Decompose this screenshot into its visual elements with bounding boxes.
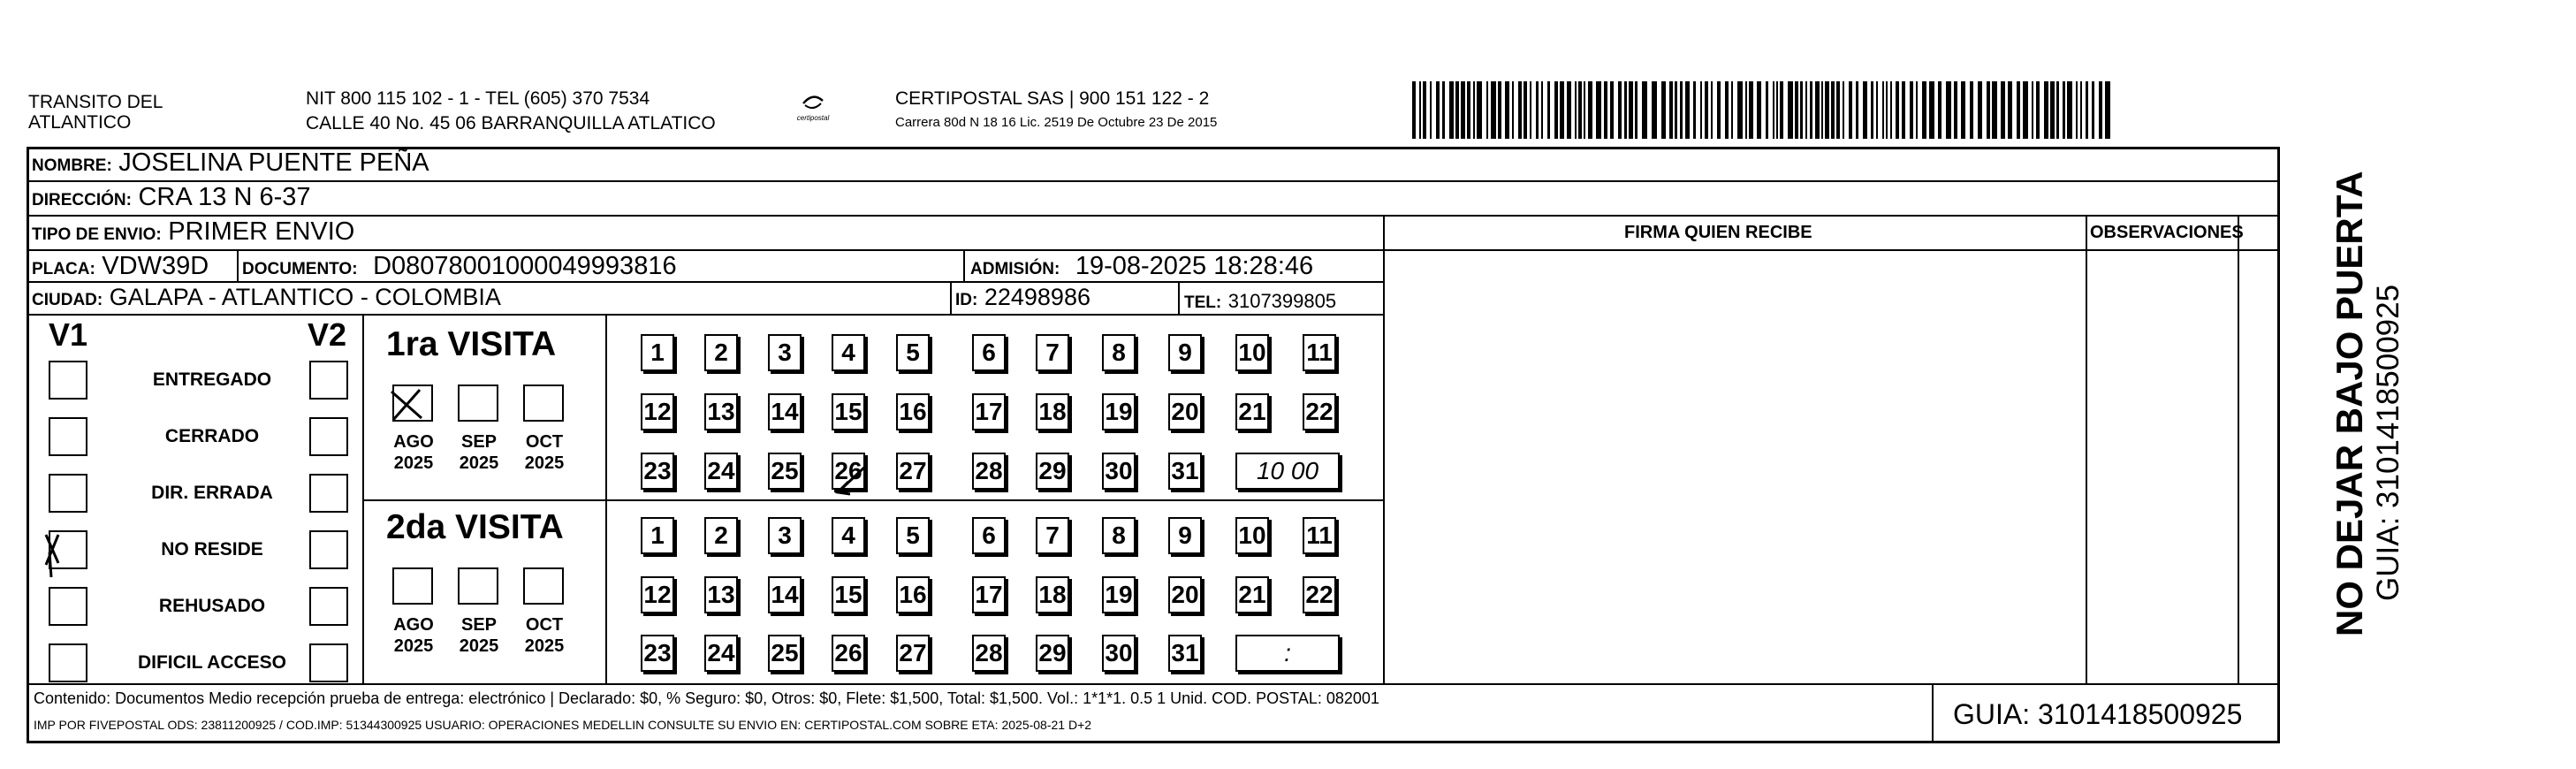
visit2-day-13[interactable]: 13 [704,576,738,613]
visit1-time-box[interactable]: 10 00 [1235,453,1340,490]
admission-label: ADMISIÓN: [970,260,1060,278]
visit2-day-28[interactable]: 28 [972,635,1006,672]
visit1-day-5[interactable]: 5 [896,334,930,371]
visit2-month-box-sep[interactable] [458,567,498,605]
barcode-image [1412,81,2110,139]
address-line: CALLE 40 No. 45 06 BARRANQUILLA ATLATICO [306,113,716,133]
visit1-day-28[interactable]: 28 [972,453,1006,490]
visit1-day-27[interactable]: 27 [896,453,930,490]
document-cell [242,252,677,281]
visit1-day-12[interactable]: 12 [641,393,674,430]
v1-checkbox-dificil-acceso[interactable] [49,643,87,682]
visit2-day-31[interactable]: 31 [1168,635,1202,672]
visit1-month-box-oct[interactable] [523,384,564,422]
tel-label: TEL: [1184,293,1222,312]
visit1-month-box-sep[interactable] [458,384,498,422]
visit1-day-8[interactable]: 8 [1102,334,1136,371]
visit2-day-8[interactable]: 8 [1102,517,1136,554]
visit1-day-21[interactable]: 21 [1235,393,1269,430]
visit1-month-label-ago: AGO 2025 [393,432,434,473]
send-type-row [32,217,354,247]
visit1-day-19[interactable]: 19 [1102,393,1136,430]
visit1-day-9[interactable]: 9 [1168,334,1202,371]
visit2-day-5[interactable]: 5 [896,517,930,554]
visit2-day-21[interactable]: 21 [1235,576,1269,613]
issuer-name [28,92,163,133]
visit2-day-1[interactable]: 1 [641,517,674,554]
visit2-day-15[interactable]: 15 [832,576,865,613]
status-label-entregado: ENTREGADO [152,369,272,390]
city-value: GALAPA - ATLANTICO - COLOMBIA [109,284,501,310]
visit2-day-7[interactable]: 7 [1036,517,1069,554]
visit2-time-box[interactable]: : [1235,635,1340,672]
visit1-day-24[interactable]: 24 [704,453,738,490]
visit1-day-4[interactable]: 4 [832,334,865,371]
visit2-day-2[interactable]: 2 [704,517,738,554]
visit1-month-label-oct: OCT 2025 [524,432,565,473]
visit2-day-23[interactable]: 23 [641,635,674,672]
visit2-day-11[interactable]: 11 [1303,517,1336,554]
v1-checkbox-rehusado[interactable] [49,587,87,626]
address-value: CRA 13 N 6-37 [138,183,311,211]
status-label-no-reside: NO RESIDE [161,539,263,560]
v1-checkbox-entregado[interactable] [49,361,87,400]
plate-label: PLACA: [32,260,95,278]
carrier-logo [786,92,840,122]
nit-line: NIT 800 115 102 - 1 - TEL (605) 370 7534 [306,88,650,109]
visit1-month-label-sep: SEP 2025 [459,432,499,473]
send-type-value: PRIMER ENVIO [168,217,355,246]
visit1-day-6[interactable]: 6 [972,334,1006,371]
city-cell [32,284,501,311]
visit1-day-3[interactable]: 3 [768,334,802,371]
issuer-line2: ATLANTICO [28,112,132,133]
visit1-day-22[interactable]: 22 [1303,393,1336,430]
visit2-day-4[interactable]: 4 [832,517,865,554]
ago-check-mark [386,384,429,427]
side-guia: GUIA: 3101418500925 [2371,284,2405,601]
visit2-day-16[interactable]: 16 [896,576,930,613]
visit1-day-16[interactable]: 16 [896,393,930,430]
v2-checkbox-entregado[interactable] [309,361,348,400]
visit2-day-20[interactable]: 20 [1168,576,1202,613]
delivery-form [27,147,2280,743]
carrier-line: CERTIPOSTAL SAS | 900 151 122 - 2 [895,88,1210,109]
id-cell [955,284,1090,311]
city-label: CIUDAD: [32,291,103,309]
issuer-line1: TRANSITO DEL [28,92,163,112]
status-label-dir-errada: DIR. ERRADA [151,483,273,503]
status-label-cerrado: CERRADO [164,426,260,446]
address-row [32,183,311,212]
v2-checkbox-dir-errada[interactable] [309,474,348,513]
day-26-mark [831,446,893,499]
v1-checkbox-cerrado[interactable] [49,417,87,456]
side-warning: NO DEJAR BAJO PUERTA [2329,171,2370,636]
v2-checkbox-no-reside[interactable] [309,530,348,569]
status-label-rehusado: REHUSADO [158,596,266,616]
visit2-day-25[interactable]: 25 [768,635,802,672]
visit2-day-18[interactable]: 18 [1036,576,1069,613]
visit1-day-15[interactable]: 15 [832,393,865,430]
name-label: NOMBRE: [32,156,112,175]
address-label: DIRECCIÓN: [32,191,132,209]
name-row [32,148,429,178]
visit2-day-3[interactable]: 3 [768,517,802,554]
status-label-dificil-acceso: DIFICIL ACCESO [137,652,286,673]
handwritten-checkmark [37,526,81,579]
carrier-sub: Carrera 80d N 18 16 Lic. 2519 De Octubre 23 De 2015 [895,115,1218,130]
visit2-month-label-oct: OCT 2025 [524,615,565,656]
visit2-day-9[interactable]: 9 [1168,517,1202,554]
send-type-label: TIPO DE ENVIO: [32,225,162,244]
v1-checkbox-dir-errada[interactable] [49,474,87,513]
visit1-day-17[interactable]: 17 [972,393,1006,430]
doc-label: DOCUMENTO: [242,260,358,278]
visit2-day-24[interactable]: 24 [704,635,738,672]
visit1-day-14[interactable]: 14 [768,393,802,430]
admission-cell [970,252,1313,281]
visit1-day-29[interactable]: 29 [1036,453,1069,490]
v2-checkbox-rehusado[interactable] [309,587,348,626]
visit1-day-13[interactable]: 13 [704,393,738,430]
visit2-day-26[interactable]: 26 [832,635,865,672]
plate-value: VDW39D [102,252,209,280]
issuer-contact [306,88,716,133]
second-visit-title: 2da VISITA [386,508,564,546]
visit1-day-2[interactable]: 2 [704,334,738,371]
carrier-info [895,88,1217,131]
id-label: ID: [955,291,978,309]
v2-checkbox-dificil-acceso[interactable] [309,643,348,682]
visit1-day-10[interactable]: 10 [1235,334,1269,371]
visit1-day-18[interactable]: 18 [1036,393,1069,430]
v2-header: V2 [308,316,347,353]
visit1-day-31[interactable]: 31 [1168,453,1202,490]
visit2-month-label-sep: SEP 2025 [459,615,499,656]
visit1-day-23[interactable]: 23 [641,453,674,490]
visit2-day-22[interactable]: 22 [1303,576,1336,613]
visit2-day-6[interactable]: 6 [972,517,1006,554]
visit1-day-26[interactable]: 26 [832,453,865,490]
visit2-day-19[interactable]: 19 [1102,576,1136,613]
visit2-day-27[interactable]: 27 [896,635,930,672]
visit2-day-29[interactable]: 29 [1036,635,1069,672]
logo-icon [798,92,828,111]
visit1-day-1[interactable]: 1 [641,334,674,371]
v1-header: V1 [49,316,88,353]
visit2-day-12[interactable]: 12 [641,576,674,613]
visit1-day-11[interactable]: 11 [1303,334,1336,371]
visit1-day-7[interactable]: 7 [1036,334,1069,371]
visit2-day-17[interactable]: 17 [972,576,1006,613]
firma-header: FIRMA QUIEN RECIBE [1624,223,1812,242]
footer-imp: IMP POR FIVEPOSTAL ODS: 23811200925 / COD.IMP: 51344300925 USUARIO: OPERACIONES MEDELLIN CONSULTE SU ENVIO EN: CERTIPOSTAL.COM SOBRE ETA: 2025-08-21 D+2 [34,718,1092,732]
doc-value: D08078001000049993816 [373,252,677,280]
visit2-day-30[interactable]: 30 [1102,635,1136,672]
tel-cell [1184,286,1336,314]
visit1-day-20[interactable]: 20 [1168,393,1202,430]
plate-cell [32,252,209,281]
admission-value: 19-08-2025 18:28:46 [1075,252,1314,280]
name-value: JOSELINA PUENTE PEÑA [118,148,429,177]
id-value: 22498986 [984,284,1090,310]
observaciones-header: OBSERVACIONES [2090,223,2244,242]
visit2-day-10[interactable]: 10 [1235,517,1269,554]
first-visit-title: 1ra VISITA [386,325,557,363]
v2-checkbox-cerrado[interactable] [309,417,348,456]
footer-guia: GUIA: 3101418500925 [1953,698,2243,730]
footer-contents: Contenido: Documentos Medio recepción prueba de entrega: electrónico | Declarado: $0, % Seguro: $0, Otros: $0, Flete: $1,500, Total: $1,500. Vol.: 1*1*1. 0.5 1 Unid. COD. POSTAL: 082001 [34,689,1379,707]
visit2-month-box-ago[interactable] [392,567,433,605]
tel-value: 3107399805 [1227,290,1337,312]
visit2-month-box-oct[interactable] [523,567,564,605]
logo-text: certipostal [796,114,830,122]
visit2-month-label-ago: AGO 2025 [393,615,434,656]
visit2-day-14[interactable]: 14 [768,576,802,613]
visit1-day-25[interactable]: 25 [768,453,802,490]
visit1-day-30[interactable]: 30 [1102,453,1136,490]
